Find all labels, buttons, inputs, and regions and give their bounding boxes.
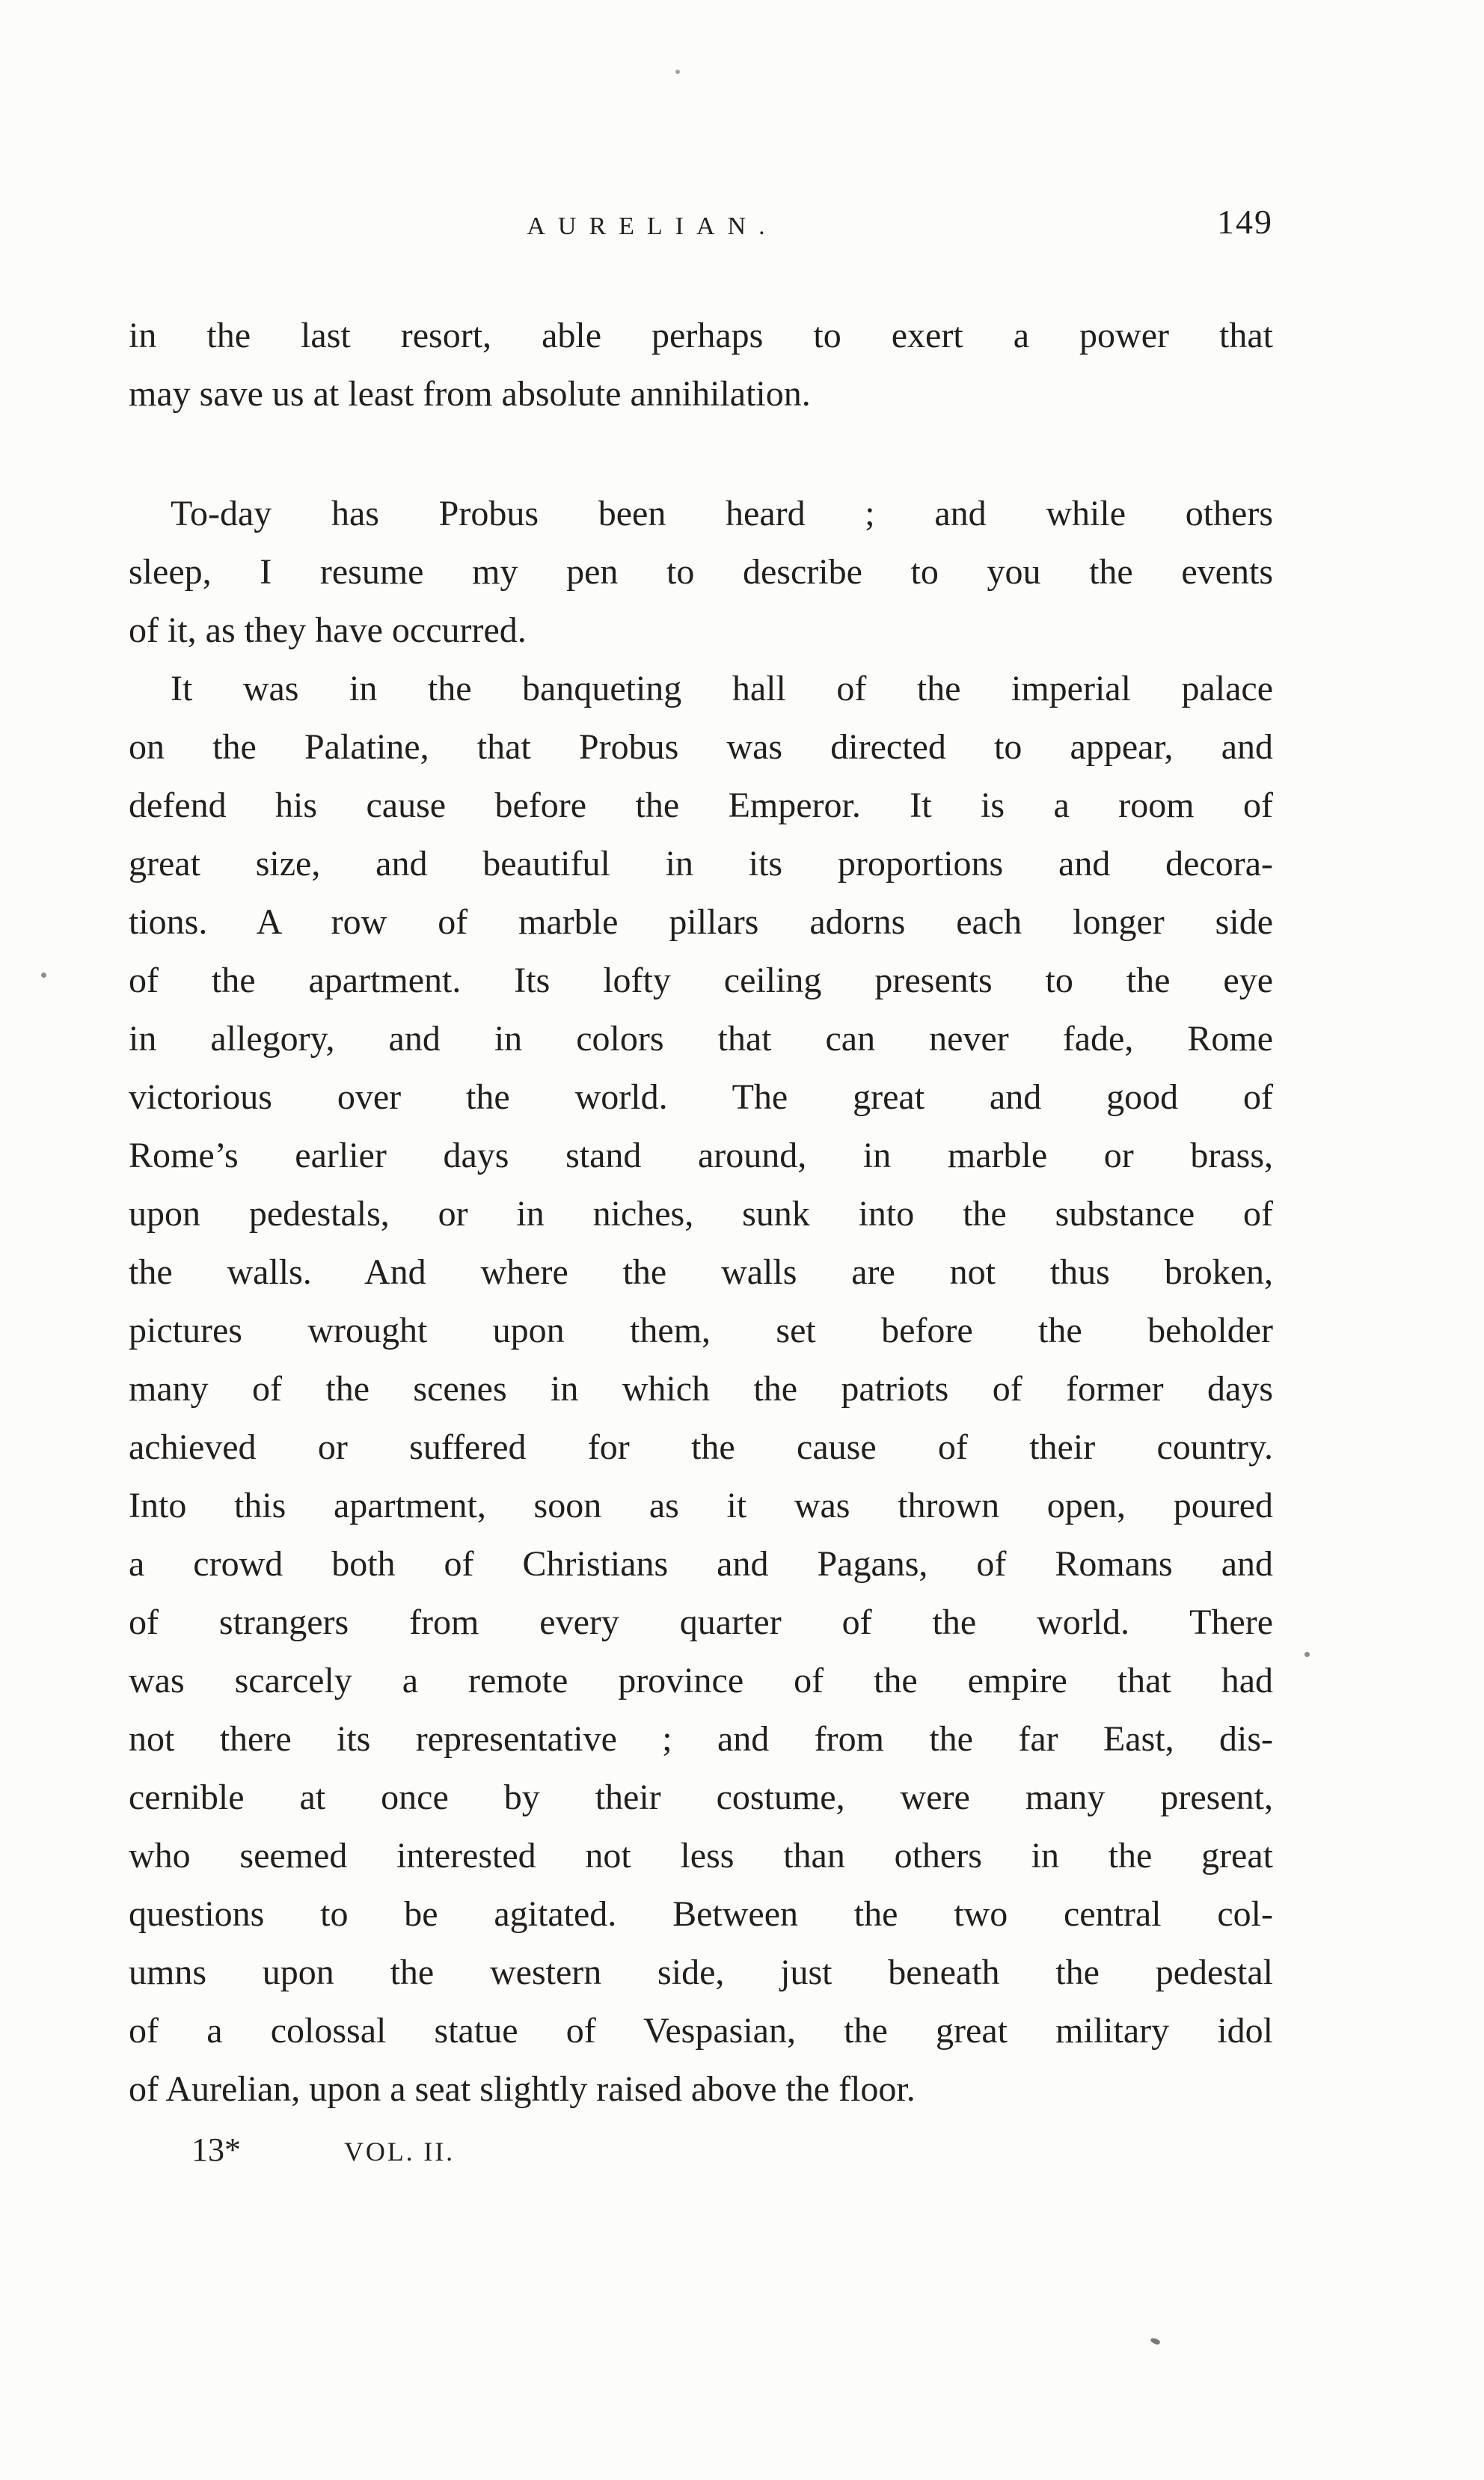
text-line: pictures wrought upon them, set before the beholder xyxy=(129,1311,1273,1350)
paragraph xyxy=(129,485,1273,660)
page-number: 149 xyxy=(1217,203,1273,241)
text-line: achieved or suffered for the cause of their country. xyxy=(129,1427,1273,1467)
text-line: was scarcely a remote province of the empire that had xyxy=(129,1661,1273,1700)
body-text xyxy=(129,307,1273,2119)
text-line: of it, as they have occurred. xyxy=(129,610,527,650)
text-line: great size, and beautiful in its proportions and decora- xyxy=(129,844,1273,884)
text-line: tions. A row of marble pillars adorns each longer side xyxy=(129,902,1273,942)
page-footer xyxy=(129,2131,1273,2169)
text-line: may save us at least from absolute annihilation. xyxy=(129,374,811,414)
text-line: sleep, I resume my pen to describe to you the events xyxy=(129,552,1273,592)
text-line: umns upon the western side, just beneath the pedestal xyxy=(129,1953,1273,1992)
text-line: It was in the banqueting hall of the imperial palace xyxy=(171,669,1273,708)
text-line: of Aurelian, upon a seat slightly raised above the floor. xyxy=(129,2069,916,2109)
text-line: Rome’s earlier days stand around, in marble or brass, xyxy=(129,1136,1273,1175)
text-line: of the apartment. Its lofty ceiling presents to the eye xyxy=(129,961,1273,1000)
scan-speck xyxy=(1304,1652,1310,1657)
text-line: a crowd both of Christians and Pagans, of Romans and xyxy=(129,1544,1273,1584)
text-line: in allegory, and in colors that can never fade, Rome xyxy=(129,1019,1273,1059)
text-line: defend his cause before the Emperor. It is a room of xyxy=(129,786,1273,825)
text-line: cernible at once by their costume, were many present, xyxy=(129,1778,1273,1817)
text-line: many of the scenes in which the patriots of former days xyxy=(129,1369,1273,1409)
paragraph xyxy=(129,307,1273,423)
signature-mark: 13* xyxy=(191,2131,241,2168)
scan-speck xyxy=(41,973,46,978)
text-line: questions to be agitated. Between the two central col- xyxy=(129,1894,1273,1934)
scan-speck xyxy=(1150,2337,1161,2346)
running-title: AURELIAN. xyxy=(527,212,778,240)
text-line: of a colossal statue of Vespasian, the great military idol xyxy=(129,2011,1273,2051)
text-line: the walls. And where the walls are not thus broken, xyxy=(129,1252,1273,1292)
text-line: upon pedestals, or in niches, sunk into the substance of xyxy=(129,1194,1273,1234)
text-line: in the last resort, able perhaps to exert a power that xyxy=(129,316,1273,355)
text-line: victorious over the world. The great and good of xyxy=(129,1077,1273,1117)
page-header xyxy=(129,203,1273,247)
scan-speck xyxy=(675,70,680,74)
text-line: on the Palatine, that Probus was directed to appear, and xyxy=(129,727,1273,767)
text-line: Into this apartment, soon as it was thrown open, poured xyxy=(129,1486,1273,1525)
text-line: of strangers from every quarter of the world. There xyxy=(129,1602,1273,1642)
text-line: who seemed interested not less than others in the great xyxy=(129,1836,1273,1876)
text-line: To-day has Probus been heard ; and while others xyxy=(171,494,1273,533)
volume-label: VOL. II. xyxy=(344,2137,456,2167)
text-line: not there its representative ; and from the far East, dis- xyxy=(129,1719,1273,1759)
paragraph xyxy=(129,660,1273,2119)
